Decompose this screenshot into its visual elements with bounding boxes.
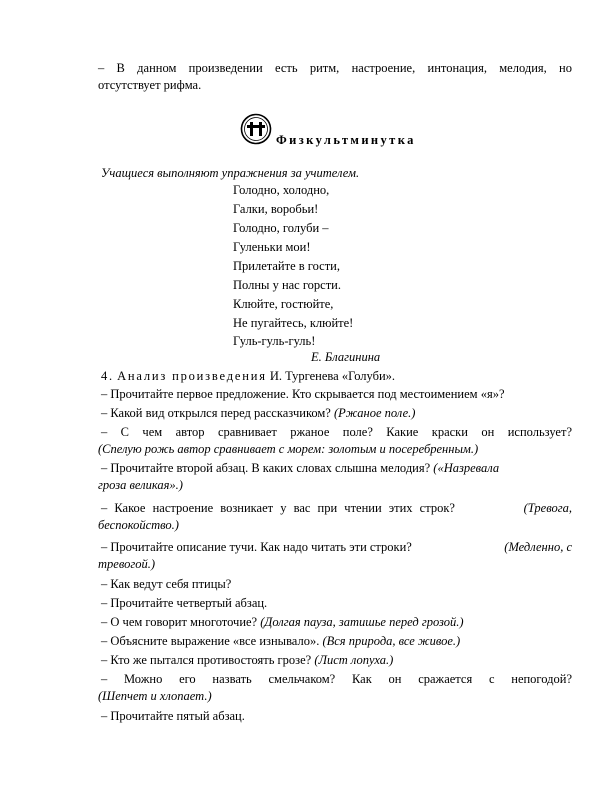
question-line [101,652,393,668]
poem-line: Голодно, холодно, [233,183,330,197]
question-line: – Прочитайте пятый абзац. [101,709,245,723]
two-crosses-circle-icon [240,113,272,145]
question-text: – О чем говорит многоточие? [101,615,258,629]
poem-line: Галки, воробьи! [233,202,319,216]
question-line [101,405,415,421]
section-instruction: Учащиеся выполняют упражнения за учителем. [101,166,360,180]
poem-line: Голодно, голуби – [233,221,329,235]
analysis-heading [101,368,395,384]
question-line [101,386,505,402]
poem-line: Прилетайте в гости, [233,259,340,273]
poem-author: Е. Благинина [311,350,381,364]
poem-line: Гуленьки мои! [233,240,311,254]
answer-text: (Лист лопуха.) [314,653,394,667]
answer-text: (Тревога, [523,501,572,515]
section-title: Физкультминутка [276,133,416,147]
answer-line: (Шепчет и хлопает.) [98,689,212,703]
answer-line: тревогой.) [98,557,156,571]
intro-line-1: – В данном произведении есть ритм, настроение, интонация, мелодия, но [98,61,572,75]
question-text: – Объясните выражение «все изнывало». [101,634,320,648]
answer-text: (Медленно, с [504,540,572,554]
question-text: – Прочитайте второй абзац. В каких словах слышна мелодия? [101,461,431,475]
question-line [101,614,464,630]
answer-text: («Назревала [433,461,500,475]
question-line [101,460,499,476]
answer-text: (Ржаное поле.) [333,406,416,420]
answer-text: (Долгая пауза, затишье перед грозой.) [260,615,464,629]
question-text: – Какой вид открылся перед рассказчиком? [101,406,331,420]
analysis-heading-spaced: Анализ произведения [117,369,267,383]
answer-text: (Вся природа, все живое.) [322,634,461,648]
answer-line: гроза великая».) [98,478,183,492]
poem-line: Полны у нас горсти. [233,278,341,292]
question-line [101,500,572,516]
intro-line-2: отсутствует рифма. [98,78,202,92]
question-line: – Как ведут себя птицы? [101,577,232,591]
poem-line: Клюйте, гостюйте, [233,297,334,311]
question-line [101,539,572,555]
question-text: – Какое настроение возникает у вас при чтении этих строк? [101,501,455,515]
answer-line: беспокойство.) [98,518,179,532]
question-line: – С чем автор сравнивает ржаное поле? Какие краски он использует? [101,425,572,439]
question-line: – Можно его назвать смельчаком? Как он сражается с непогодой? [101,672,572,686]
analysis-heading-rest: И. Тургенева «Голуби». [269,369,396,383]
poem-line: Гуль-гуль-гуль! [233,334,316,348]
question-text: – Прочитайте описание тучи. Как надо читать эти строки? [101,540,412,554]
poem-line: Не пугайтесь, клюйте! [233,316,354,330]
question-line: – Прочитайте четвертый абзац. [101,596,268,610]
answer-line: (Спелую рожь автор сравнивает с морем: золотым и посеребренным.) [98,442,479,456]
question-line [101,633,460,649]
question-text: – Кто же пытался противостоять грозе? [101,653,312,667]
question-text: – Прочитайте первое предложение. Кто скрывается под местоимением «я»? [101,387,505,401]
analysis-heading-num: 4. [101,369,114,383]
